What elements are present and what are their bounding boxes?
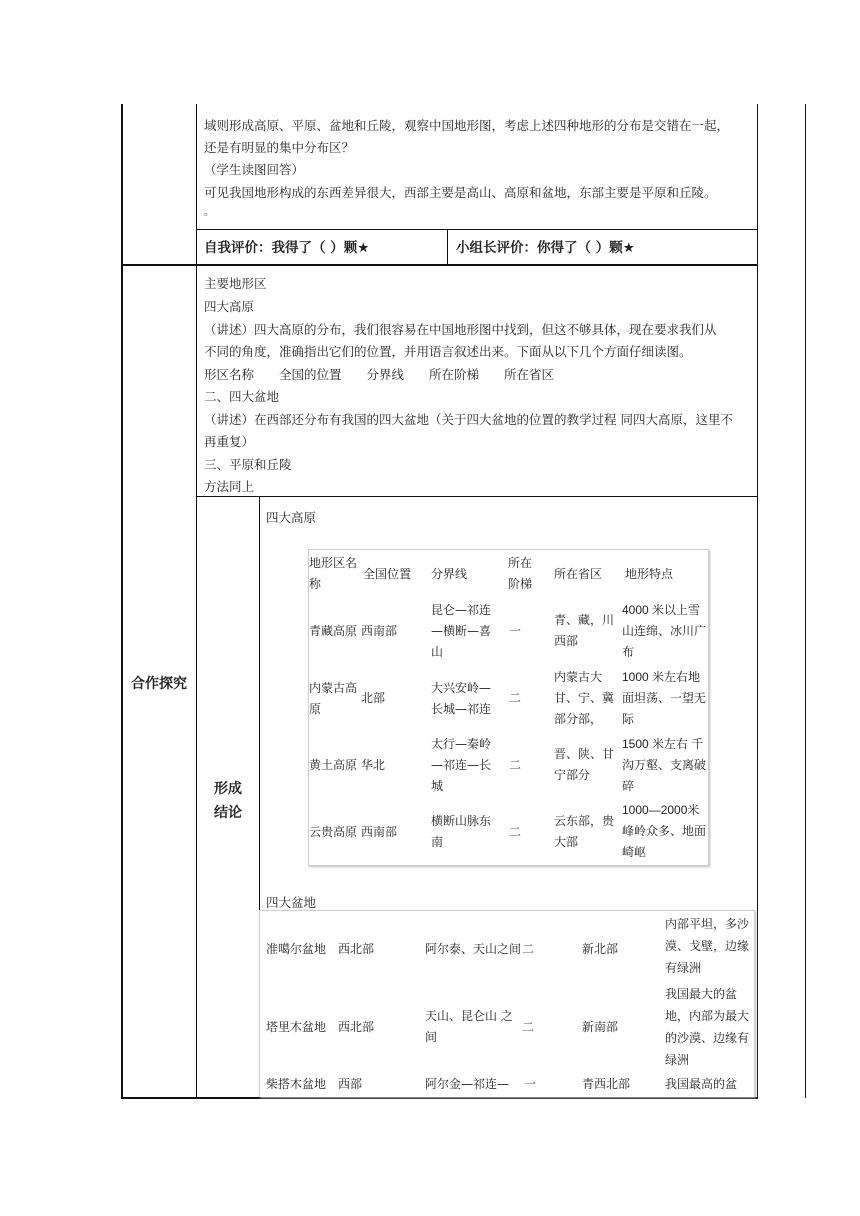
section-label: 合作探究 (131, 676, 187, 692)
basin-2-feature: 我国最大的盆地，内部为最大的沙漠、边缘有绿洲 (665, 987, 750, 1067)
plateau-4-feature: 1000—2000米峰岭众多、地面崎岖 (622, 803, 707, 859)
basin-3-province: 青西北部 (582, 1077, 631, 1091)
basin-1-position: 西北部 (338, 942, 375, 956)
body-line-5: 。 (204, 207, 214, 218)
plateaus-header-province: 所在省区 (554, 567, 603, 581)
basin-1-name: 准噶尔盆地 (266, 942, 327, 956)
basin-2-step: 二 (522, 1020, 535, 1034)
basin-2-boundary: 天山、昆仑山 之间 (425, 1009, 513, 1044)
mid-line-10: 方法同上 (204, 479, 255, 494)
plateau-1-feature: 4000 米以上雪山连绵、冰川广布 (622, 603, 707, 659)
plateau-1-step: 一 (509, 624, 522, 638)
plateau-2-feature: 1000 米左右地面坦荡、一望无际 (622, 670, 707, 726)
plateau-1-boundary: 昆仑—祁连—横断—喜山 (431, 603, 492, 659)
plateau-3-boundary: 太行—秦岭—祁连—长城 (431, 737, 492, 793)
table-bottom-border (121, 1097, 758, 1099)
basin-2-position: 西北部 (338, 1020, 375, 1034)
eval-top-rule (196, 229, 758, 230)
body-line-3: （学生读图回答） (204, 162, 305, 177)
plateau-2-boundary: 大兴安岭—长城—祁连 (431, 681, 492, 716)
mid-line-2: 四大高原 (204, 299, 255, 314)
body-line-1: 域则形成高原、平原、盆地和丘陵，观察中国地形图，考虑上述四种地形的分布是交错在一起， (204, 118, 730, 133)
basin-1-province: 新北部 (582, 942, 619, 956)
sub-label (206, 777, 250, 825)
basin-1-boundary: 阿尔泰、天山之间 (425, 942, 522, 956)
table-col1-border (196, 104, 197, 1098)
plateaus-header-step: 所在阶梯 (508, 556, 533, 591)
plateau-2-province: 内蒙古大甘、宁、冀部分部， (554, 670, 615, 726)
plateau-3-province: 晋、陕、甘宁部分 (554, 747, 615, 782)
mid-line-7: （讲述）在西部还分布有我国的四大盆地（关于四大盆地的位置的教学过程 同四大高原，这里不 (204, 412, 733, 427)
plateau-2-name: 内蒙古高原 (309, 681, 358, 716)
body-line-2: 还是有明显的集中分布区？ (204, 140, 355, 155)
plateau-3-name: 黄土高原 (309, 758, 358, 772)
plateau-4-step: 二 (509, 825, 522, 839)
mid-line-3: （讲述）四大高原的分布，我们很容易在中国地形图中找到，但这不够具体，现在要求我们从 (204, 322, 717, 337)
mid-line-6: 二、四大盆地 (204, 389, 280, 404)
plateaus-header-position: 全国位置 (363, 567, 412, 581)
plateau-4-name: 云贵高原 (309, 825, 358, 839)
basins-table (259, 910, 755, 1097)
plateau-4-province: 云东部，贵大部 (554, 814, 615, 849)
self-evaluation: 自我评价：我得了（ ）颗★ (204, 240, 370, 256)
eval-divider (447, 229, 448, 265)
plateau-3-step: 二 (509, 758, 522, 772)
plateau-4-boundary: 横断山脉东南 (431, 814, 492, 849)
plateaus-header-boundary: 分界线 (431, 567, 468, 581)
mid-line-8: 再重复） (204, 434, 255, 449)
section-divider (121, 264, 758, 266)
basin-3-position: 西部 (338, 1077, 363, 1091)
plateaus-header-name: 地形区名称 (309, 556, 358, 591)
plateau-3-position: 华北 (361, 758, 386, 772)
basin-1-step: 二 (522, 942, 535, 956)
plateau-4-position: 西南部 (361, 825, 398, 839)
plateaus-table (308, 549, 709, 866)
plateau-1-position: 西南部 (361, 624, 398, 638)
mid-line-4: 不同的角度，准确指出它们的位置，并用语言叙述出来。下面从以下几个方面仔细读图。 (204, 344, 692, 359)
plateau-1-province: 青、藏，川西部 (554, 613, 615, 648)
basin-3-boundary: 阿尔金—祁连— (425, 1077, 510, 1091)
table-left-border (121, 104, 123, 1098)
plateau-2-position: 北部 (361, 691, 386, 705)
sub-label-text: 形成结论 (214, 781, 242, 821)
basin-1-feature: 内部平坦，多沙漠、戈壁，边缘有绿洲 (665, 917, 750, 975)
mid-line-1: 主要地形区 (204, 276, 267, 291)
group-leader-evaluation: 小组长评价：你得了（ ）颗★ (456, 240, 635, 256)
plateaus-title: 四大高原 (266, 510, 317, 525)
basin-3-name: 柴搭木盆地 (266, 1077, 327, 1091)
basin-2-name: 塔里木盆地 (266, 1020, 327, 1034)
mid-line-9: 三、平原和丘陵 (204, 457, 292, 472)
plateau-1-name: 青藏高原 (309, 624, 358, 638)
table-right-border (757, 104, 758, 1098)
plateaus-header-feature: 地形特点 (625, 567, 674, 581)
basin-2-province: 新南部 (582, 1020, 619, 1034)
body-line-4: 可见我国地形构成的东西差异很大，西部主要是高山、高原和盆地，东部主要是平原和丘陵。 (204, 185, 717, 200)
plateau-3-feature: 1500 米左右 千沟万壑、支离破碎 (622, 737, 707, 793)
basin-3-feature: 我国最高的盆 (665, 1077, 738, 1091)
plateau-2-step: 二 (509, 691, 522, 705)
mid-line-5: 形区名称 全国的位置 分界线 所在阶梯 所在省区 (204, 367, 555, 382)
page-right-rule (805, 104, 806, 1098)
middle-divider (196, 496, 758, 497)
basin-3-step: 一 (524, 1077, 537, 1091)
basins-title: 四大盆地 (266, 895, 317, 910)
